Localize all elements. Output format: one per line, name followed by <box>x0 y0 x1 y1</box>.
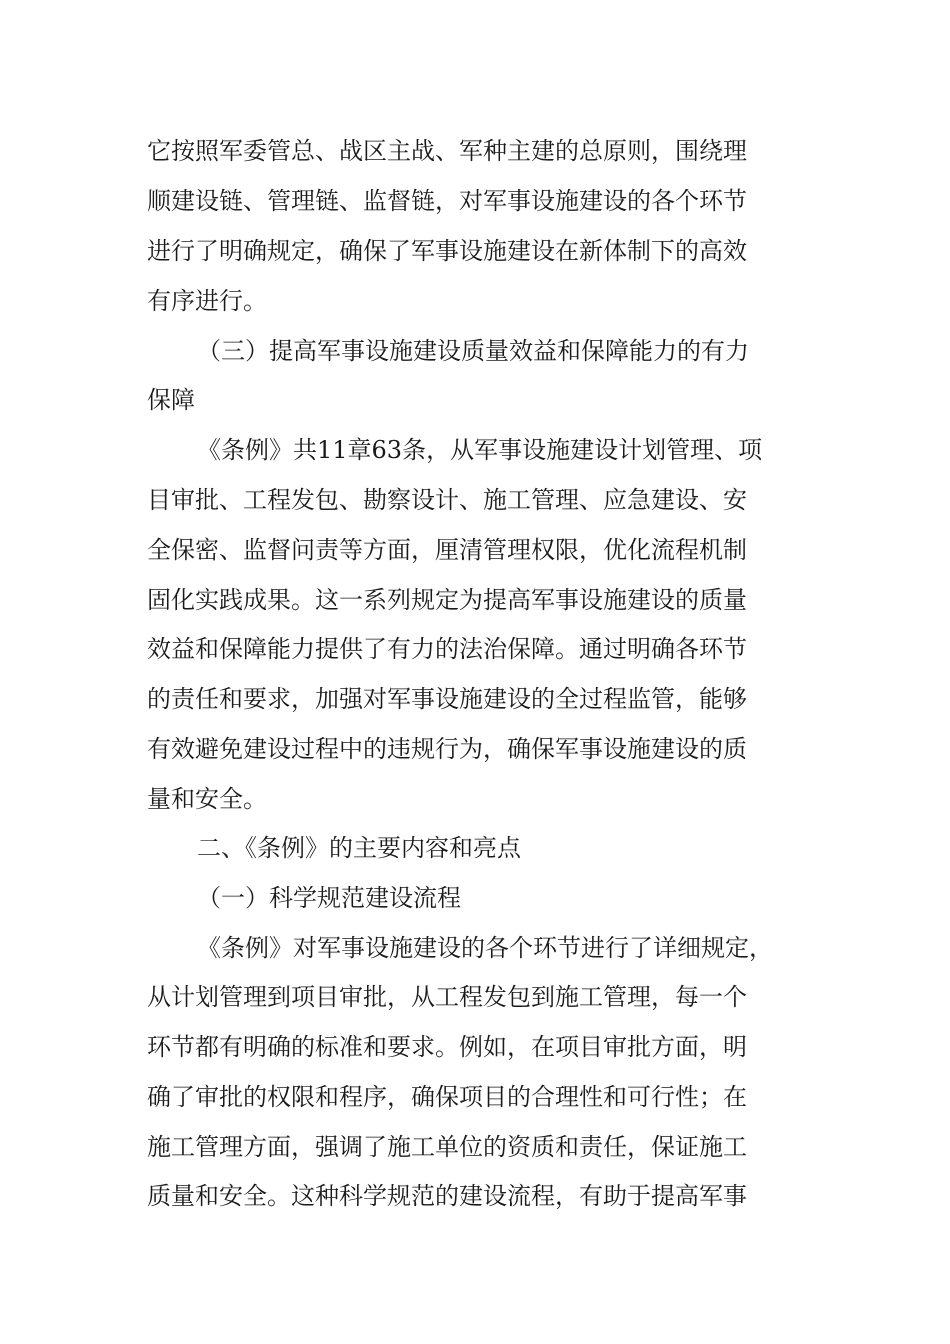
text-line-14: 量和安全。 <box>147 785 267 813</box>
text-line-13: 有效避免建设过程中的违规行为，确保军事设施建设的质 <box>147 735 747 763</box>
text-line-19: 环节都有明确的标准和要求。例如，在项目审批方面，明 <box>147 1033 747 1061</box>
text-line-10: 固化实践成果。这一系列规定为提高军事设施建设的质量 <box>147 586 747 614</box>
text-line-17: 《条例》对军事设施建设的各个环节进行了详细规定， <box>197 934 773 962</box>
section-heading-3-cont: 保障 <box>147 386 195 414</box>
text-line-20: 确了审批的权限和程序，确保项目的合理性和可行性；在 <box>147 1083 747 1111</box>
text-line-2: 顺建设链、管理链、监督链，对军事设施建设的各个环节 <box>147 187 747 215</box>
text-line-4: 有序进行。 <box>147 287 267 315</box>
text-line-7: 《条例》共11章63条，从军事设施建设计划管理、项 <box>197 436 763 464</box>
text-line-9: 全保密、监督问责等方面，厘清管理权限，优化流程机制 <box>147 536 747 564</box>
text-line-22: 质量和安全。这种科学规范的建设流程，有助于提高军事 <box>147 1182 747 1210</box>
section-heading-2: 二、《条例》的主要内容和亮点 <box>197 834 521 862</box>
text-line-3: 进行了明确规定，确保了军事设施建设在新体制下的高效 <box>147 237 747 265</box>
text-line-21: 施工管理方面，强调了施工单位的资质和责任，保证施工 <box>147 1133 747 1161</box>
text-line-11: 效益和保障能力提供了有力的法治保障。通过明确各环节 <box>147 635 747 663</box>
text-line-12: 的责任和要求，加强对军事设施建设的全过程监管，能够 <box>147 685 747 713</box>
text-line-8: 目审批、工程发包、勘察设计、施工管理、应急建设、安 <box>147 486 747 514</box>
text-line-1: 它按照军委管总、战区主战、军种主建的总原则，围绕理 <box>147 137 747 165</box>
subsection-heading-1: （一）科学规范建设流程 <box>197 884 461 912</box>
section-heading-3: （三）提高军事设施建设质量效益和保障能力的有力 <box>197 337 749 365</box>
text-line-18: 从计划管理到项目审批，从工程发包到施工管理，每一个 <box>147 983 747 1011</box>
